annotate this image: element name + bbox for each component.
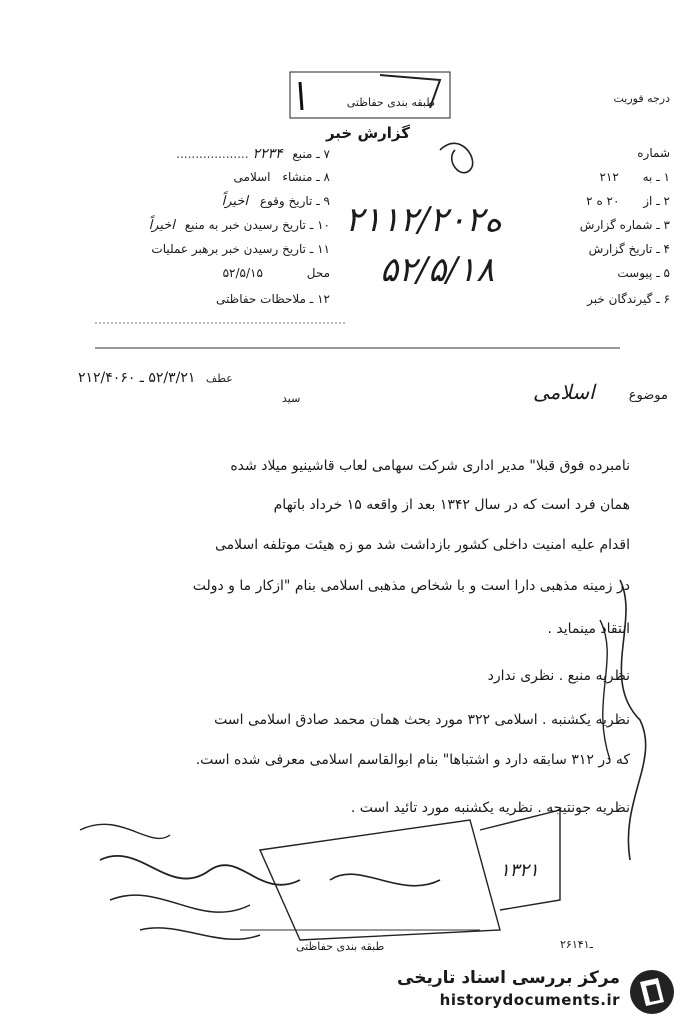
- field-source-received-date: ۱۰ ـ تاریخ رسیدن خبر به منبع اخیراً: [148, 218, 330, 233]
- field-recipients: ۶ ـ گیرندگان خبر: [587, 292, 670, 306]
- body-line: اقدام علیه امنیت داخلی کشور بازداشت شد مو زه هیئت موتلفه اسلامی: [215, 537, 630, 553]
- field-attachment: ۵ ـ پیوست: [617, 266, 670, 280]
- body-line: همان فرد است که در سال ۱۳۴۲ بعد از واقعه ۱۵ خرداد باتهام: [273, 497, 630, 513]
- subject-label: موضوع: [628, 388, 668, 403]
- field-leader-received-date: ۱۱ ـ تاریخ رسیدن خبر برهبر عملیات: [151, 242, 330, 256]
- handwritten-report-number: ۲۱۱۲/۲۰ه۲: [345, 200, 503, 240]
- security-class-top: طبقه بندی حفاظتی: [346, 96, 435, 109]
- org-name: مرکز بررسی اسناد تاریخی: [397, 968, 620, 988]
- field-occurrence-date: ۹ ـ تاریخ وقوع اخیراً: [221, 194, 330, 209]
- field-report-number: ۳ ـ شماره گزارش: [579, 218, 670, 232]
- doc-number-label: شماره: [637, 146, 670, 160]
- note-conclusion: نظریه جونتیجه . نظریه یکشنبه مورد تائید است .: [350, 800, 630, 816]
- subject-row: [533, 380, 668, 404]
- report-title: گزارش خبر: [325, 124, 410, 142]
- archive-logo-icon: [628, 968, 676, 1016]
- note-line: نظریه یکشنبه . اسلامی ۳۲۲ مورد بحث همان محمد صادق اسلامی است: [214, 712, 630, 728]
- reference-value: ۵۲/۳/۲۱ ـ ۲۱۲/۴۰۶۰: [78, 370, 196, 386]
- document-code: ۲۶ـ۱۴۱: [560, 938, 593, 951]
- subject-value: اسلامی: [533, 380, 595, 404]
- reference-label: عطف: [205, 372, 233, 385]
- footer-banner: [0, 960, 700, 1021]
- note-line: که در ۳۱۲ سابقه دارد و اشتباها" بنام ابوالقاسم اسلامی معرفی شده است.: [195, 752, 630, 768]
- body-line: در زمینه مذهبی دارا است و با شخاص مذهبی اسلامی بنام "ازکار ما و دولت: [192, 578, 630, 594]
- field-source: ۷ ـ منبع ۲۲۳۴ ...................: [176, 146, 330, 162]
- security-class-bottom: طبقه بندی حفاظتی: [296, 940, 385, 953]
- body-line: نامبرده فوق قبلا" مدیر اداری شرکت سهامی لعاب قاشینیو میلاد شده: [230, 458, 630, 474]
- field-origin: ۸ ـ منشاء اسلامی: [233, 170, 330, 184]
- field-location: محل ۵۲/۵/۱۵: [222, 266, 330, 280]
- reference-note: سید: [282, 392, 301, 405]
- urgency-label: درجه فوریت: [613, 92, 670, 105]
- field-to: ۱ ـ به ۲۱۲: [599, 170, 670, 184]
- margin-handwritten-number: ۱۳۲۱: [500, 860, 539, 881]
- note-source-opinion: نظریه منبع . نظری ندارد: [487, 668, 630, 684]
- field-report-date: ۴ ـ تاریخ گزارش: [588, 242, 670, 256]
- handwritten-report-date: ۵۲/۵/۱۸: [380, 250, 495, 290]
- website-link[interactable]: historydocuments.ir: [439, 991, 620, 1009]
- reference-row: [78, 370, 233, 386]
- field-security-notes: ۱۲ ـ ملاحظات حفاظتی: [216, 292, 330, 306]
- field-from: ۲ ـ از ۲۰ ه ۲: [586, 194, 670, 208]
- body-line: انتقاد مینماید .: [547, 621, 630, 637]
